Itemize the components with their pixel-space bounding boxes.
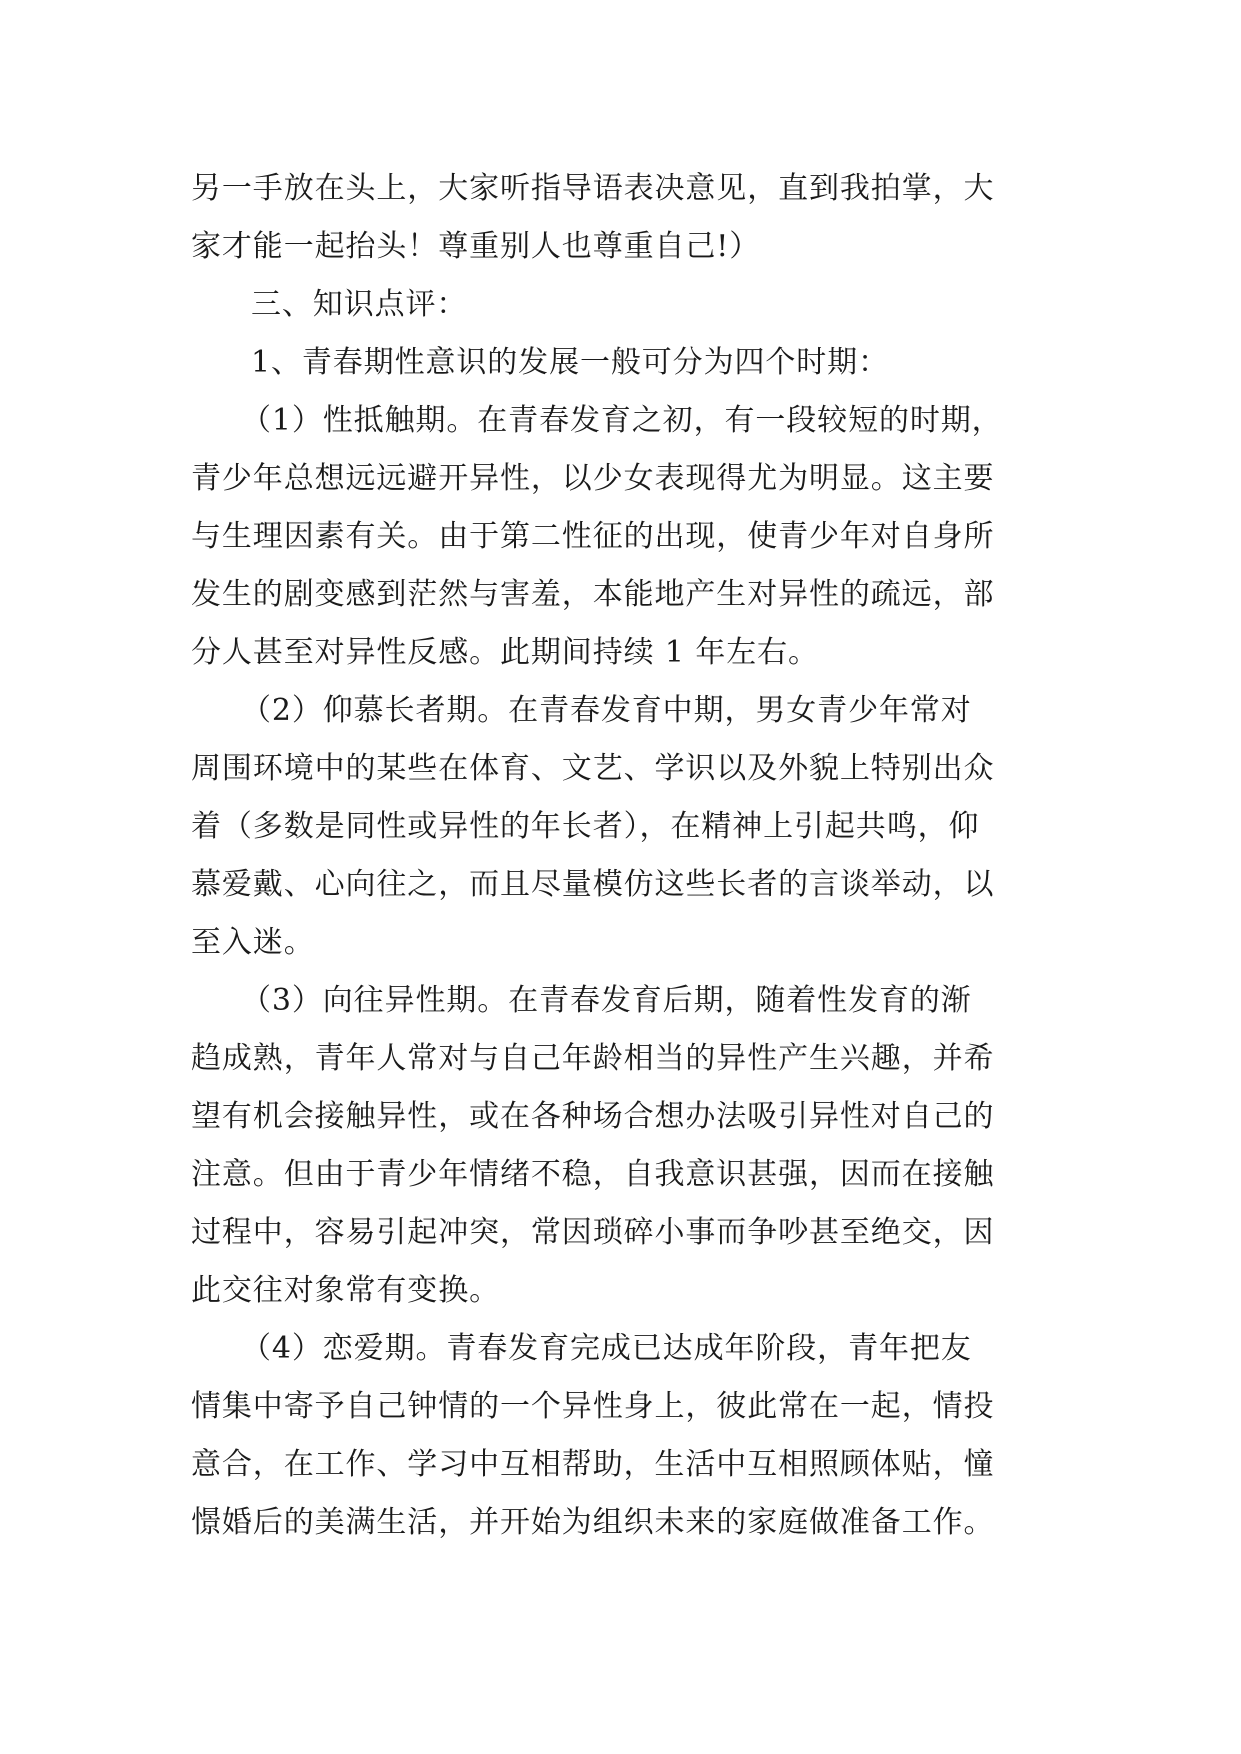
text-line: 注意。但由于青少年情绪不稳，自我意识甚强，因而在接触	[191, 1157, 995, 1192]
text-line: 家才能一起抬头！尊重别人也尊重自己!）	[191, 229, 761, 264]
text-line: 发生的剧变感到茫然与害羞，本能地产生对异性的疏远，部	[191, 577, 995, 612]
paragraph-start: （4）恋爱期。青春发育完成已达成年阶段，青年把友	[241, 1331, 972, 1366]
paragraph-start: （2）仰慕长者期。在青春发育中期，男女青少年常对	[241, 693, 972, 728]
paragraph-start: （3）向往异性期。在青春发育后期，随着性发育的渐	[241, 983, 972, 1018]
text-line: 青少年总想远远避开异性，以少女表现得尤为明显。这主要	[191, 461, 995, 496]
text-line: 与生理因素有关。由于第二性征的出现，使青少年对自身所	[191, 519, 995, 554]
text-line: 至入迷。	[191, 925, 315, 960]
text-line: 望有机会接触异性，或在各种场合想办法吸引异性对自己的	[191, 1099, 995, 1134]
text-line: 周围环境中的某些在体育、文艺、学识以及外貌上特别出众	[191, 751, 995, 786]
text-line: 慕爱戴、心向往之，而且尽量模仿这些长者的言谈举动，以	[191, 867, 995, 902]
text-line: 憬婚后的美满生活，并开始为组织未来的家庭做准备工作。	[191, 1505, 995, 1540]
text-line: 趋成熟，青年人常对与自己年龄相当的异性产生兴趣，并希	[191, 1041, 995, 1076]
subsection-heading: 1、青春期性意识的发展一般可分为四个时期：	[251, 345, 889, 380]
text-line: 意合，在工作、学习中互相帮助，生活中互相照顾体贴，憧	[191, 1447, 995, 1482]
text-line: 过程中，容易引起冲突，常因琐碎小事而争吵甚至绝交，因	[191, 1215, 995, 1250]
text-line: 情集中寄予自己钟情的一个异性身上，彼此常在一起，情投	[191, 1389, 995, 1424]
text-line: 另一手放在头上，大家听指导语表决意见，直到我拍掌，大	[191, 171, 995, 206]
paragraph-start: （1）性抵触期。在青春发育之初，有一段较短的时期，	[241, 403, 1003, 438]
text-line: 分人甚至对异性反感。此期间持续 1 年左右。	[191, 635, 819, 670]
section-heading: 三、知识点评：	[251, 287, 468, 322]
text-line: 着（多数是同性或异性的年长者），在精神上引起共鸣，仰	[191, 809, 980, 844]
document-body	[191, 160, 1051, 1552]
text-line: 此交往对象常有变换。	[191, 1273, 500, 1308]
